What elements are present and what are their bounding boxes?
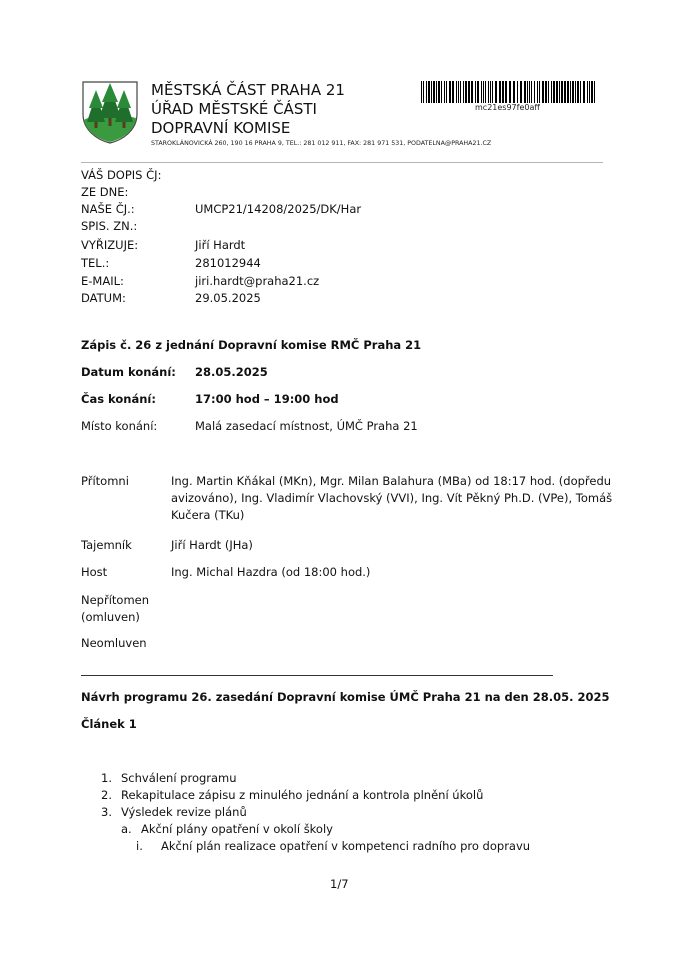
header-separator [81,162,603,163]
guest-value: Ing. Michal Hazdra (od 18:00 hod.) [171,565,371,579]
time-label: Čas konání: [81,392,156,406]
barcode-bar [591,81,593,103]
barcode-bar [517,81,518,103]
barcode-bar [492,81,493,103]
barcode-bar [594,81,595,103]
barcode-bar [524,81,526,103]
org-department: DOPRAVNÍ KOMISE [151,119,291,137]
barcode-bar [580,81,581,103]
place-value: Malá zasedací místnost, ÚMČ Praha 21 [195,419,418,433]
absent-unexcused-label: Neomluven [81,636,147,650]
article-heading: Článek 1 [81,717,137,731]
barcode-bar [561,81,563,103]
barcode-bar [475,81,476,103]
program-item [81,804,601,821]
barcode-bar [570,81,571,103]
barcode-bar [431,81,432,103]
barcode-bar [460,81,461,103]
barcode-bar [520,81,522,103]
barcode-bar [483,81,484,103]
meta-label-date-from: ZE DNE: [81,185,129,199]
barcode-bar [553,81,555,103]
barcode-bar [542,81,544,103]
barcode-bar [539,81,540,103]
program-item [81,787,601,804]
place-label: Místo konání: [81,419,158,433]
barcode-bar [509,81,511,103]
list-number: 3. [101,805,112,819]
meta-value-handled-by: Jiří Hardt [195,238,246,252]
barcode-bar [531,81,532,103]
time-value: 17:00 hod – 19:00 hod [195,392,339,406]
barcode-bar [529,81,530,103]
barcode-bar [587,81,588,103]
barcode-bar [485,81,486,103]
meta-label-handled-by: VYŘIZUJE: [81,238,139,252]
barcode-bar [441,81,442,103]
barcode-bar [423,81,424,103]
barcode-bar [465,81,467,103]
barcode-bar [433,81,435,103]
program-title: Návrh programu 26. zasedání Dopravní komise ÚMČ Praha 21 na den 28.05. 2025 [81,690,610,704]
org-address: STAROKLÁNOVICKÁ 260, 190 16 PRAHA 9, TEL.: 281 012 911, FAX: 281 971 531, PODATELNA@PRAHA21.CZ [151,140,492,147]
present-label: Přítomni [81,474,129,488]
guest-label: Host [81,565,108,579]
date-label: Datum konání: [81,365,176,379]
list-text: Schválení programu [121,771,237,785]
barcode-bar [548,81,549,103]
barcode-bar [463,81,464,103]
meta-value-phone: 281012944 [195,256,261,270]
barcode-bar [495,81,497,103]
barcode-bar [488,81,489,103]
date-value: 28.05.2025 [195,365,268,379]
program-subsubitem [81,838,601,855]
program-item [81,770,601,787]
barcode-bar [556,81,558,103]
page-number: 1/7 [330,877,349,891]
secretary-value: Jiří Hardt (JHa) [171,538,253,552]
barcode-bar [490,81,491,103]
barcode-bar [446,81,447,103]
barcode-bar [564,81,566,103]
coat-of-arms-trees-icon [81,80,139,144]
program-subitem [81,821,601,838]
list-text: Výsledek revize plánů [121,805,247,819]
meta-label-your-letter: VÁŠ DOPIS ČJ: [81,168,162,182]
barcode-bar [421,81,422,103]
barcode-bar [537,81,538,103]
barcode-bar [513,81,515,103]
meta-value-email: jiri.hardt@praha21.cz [195,274,320,288]
barcode-bar [567,81,569,103]
barcode-bar [458,81,459,103]
meta-block [0,167,678,307]
barcode-bar [559,81,560,103]
minutes-title: Zápis č. 26 z jednání Dopravní komise RMČ Praha 21 [81,338,422,352]
barcode-bar [428,81,430,103]
barcode-bar [502,81,504,103]
absent-excused-label-1: Nepřítomen [81,593,150,607]
meta-value-date: 29.05.2025 [195,291,261,305]
barcode-bar [471,81,473,103]
barcode-bar [468,81,470,103]
present-line-3: Kučera (TKu) [171,508,245,522]
meta-label-email: E-MAIL: [81,274,124,288]
barcode-bar [436,81,437,103]
barcode-bar [426,81,427,103]
meta-label-file-mark: SPIS. ZN.: [81,219,138,233]
list-letter: a. [121,822,132,836]
barcode-bar [577,81,579,103]
section-divider [81,675,553,676]
barcode-bar [583,81,585,103]
meta-label-our-ref: NAŠE ČJ.: [81,202,135,216]
barcode-bars [421,81,598,103]
barcode-bar [449,81,451,103]
list-roman: i. [136,839,143,853]
meta-value-our-ref: UMCP21/14208/2025/DK/Har [195,202,362,216]
meta-label-date: DATUM: [81,291,126,305]
barcode-bar [481,81,482,103]
barcode-bar [452,81,454,103]
absent-excused-label-2: (omluven) [81,610,140,624]
barcode-bar [477,81,479,103]
org-office: ÚŘAD MĚSTSKÉ ČÁSTI [151,100,317,118]
present-line-2: avizováno), Ing. Vladimír Vlachovský (VVI), Ing. Vít Pěkný Ph.D. (VPe), Tomáš [171,491,613,505]
present-line-1: Ing. Martin Kňákal (MKn), Mgr. Milan Balahura (MBa) od 18:17 hod. (dopředu [171,474,612,488]
secretary-label: Tajemník [81,538,132,552]
barcode-bar [438,81,440,103]
barcode-bar [444,81,445,103]
barcode-bar [551,81,552,103]
list-text: Rekapitulace zápisu z minulého jednání a kontrola plnění úkolů [121,788,484,802]
barcode-bar [456,81,457,103]
list-text: Akční plány opatření v okolí školy [141,822,333,836]
barcode-bar [545,81,547,103]
org-name: MĚSTSKÁ ČÁST PRAHA 21 [151,81,345,99]
barcode-bar [572,81,574,103]
meta-label-phone: TEL.: [81,256,110,270]
barcode [421,81,598,103]
list-number: 1. [101,771,112,785]
barcode-bar [499,81,501,103]
list-text: Akční plán realizace opatření v kompetenci radního pro dopravu [161,839,531,853]
barcode-bar [575,81,576,103]
barcode-bar [589,81,590,103]
barcode-bar [534,81,535,103]
barcode-text: mc21es97fe0aff [475,103,540,112]
list-number: 2. [101,788,112,802]
barcode-bar [505,81,507,103]
barcode-bar [527,81,528,103]
